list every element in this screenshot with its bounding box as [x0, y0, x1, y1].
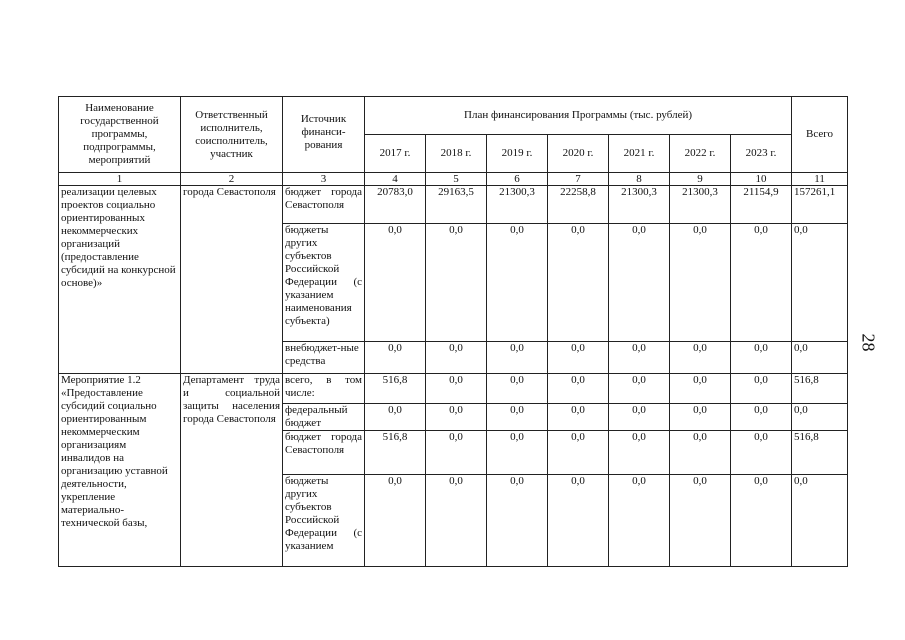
year-value: 0,0 [487, 374, 548, 404]
year-value: 0,0 [487, 224, 548, 342]
header-plan: План финансирования Программы (тыс. рублей) [365, 97, 792, 135]
year-value: 20783,0 [365, 186, 426, 224]
year-value: 0,0 [609, 342, 670, 374]
year-value: 0,0 [609, 431, 670, 475]
column-index: 4 [365, 173, 426, 186]
total-value: 0,0 [792, 342, 848, 374]
column-index: 11 [792, 173, 848, 186]
year-value: 516,8 [365, 431, 426, 475]
year-value: 516,8 [365, 374, 426, 404]
year-value: 0,0 [487, 431, 548, 475]
year-value: 0,0 [670, 475, 731, 567]
activity-name: Мероприятие 1.2 «Предоставление субсидий социально ориентированным некоммерческим организациям инвалидов на организацию уставной деятельности, укрепление материально-технической базы, [59, 374, 181, 567]
header-year: 2022 г. [670, 135, 731, 173]
year-value: 29163,5 [426, 186, 487, 224]
column-index: 10 [731, 173, 792, 186]
total-value: 516,8 [792, 374, 848, 404]
financing-table [58, 96, 848, 567]
header-year: 2020 г. [548, 135, 609, 173]
header-year: 2019 г. [487, 135, 548, 173]
responsible-executor: Департамент труда и социальной защиты населения города Севастополя [181, 374, 283, 567]
header-source: Источник финанси-рования [283, 97, 365, 173]
total-value: 157261,1 [792, 186, 848, 224]
year-value: 0,0 [548, 374, 609, 404]
year-value: 0,0 [487, 404, 548, 431]
total-value: 0,0 [792, 475, 848, 567]
year-value: 0,0 [609, 224, 670, 342]
year-value: 0,0 [548, 224, 609, 342]
year-value: 0,0 [487, 475, 548, 567]
header-year: 2021 г. [609, 135, 670, 173]
year-value: 22258,8 [548, 186, 609, 224]
header-name: Наименование государственной программы, подпрограммы, мероприятий [59, 97, 181, 173]
year-value: 0,0 [426, 404, 487, 431]
year-value: 0,0 [731, 431, 792, 475]
year-value: 0,0 [426, 374, 487, 404]
year-value: 0,0 [548, 404, 609, 431]
year-value: 0,0 [365, 475, 426, 567]
table-row [59, 186, 848, 224]
funding-source: бюджет города Севастополя [283, 186, 365, 224]
year-value: 0,0 [426, 224, 487, 342]
year-value: 21300,3 [487, 186, 548, 224]
year-value: 0,0 [731, 374, 792, 404]
column-index: 7 [548, 173, 609, 186]
year-value: 0,0 [731, 475, 792, 567]
year-value: 0,0 [670, 431, 731, 475]
year-value: 0,0 [609, 374, 670, 404]
year-value: 0,0 [487, 342, 548, 374]
column-index: 2 [181, 173, 283, 186]
year-value: 0,0 [670, 224, 731, 342]
year-value: 21300,3 [609, 186, 670, 224]
header-year: 2018 г. [426, 135, 487, 173]
year-value: 21300,3 [670, 186, 731, 224]
funding-source: бюджеты других субъектов Российской Федерации (с указанием [283, 475, 365, 567]
year-value: 21154,9 [731, 186, 792, 224]
column-index: 9 [670, 173, 731, 186]
year-value: 0,0 [670, 404, 731, 431]
page-number: 28 [858, 333, 879, 352]
year-value: 0,0 [426, 431, 487, 475]
total-value: 516,8 [792, 431, 848, 475]
funding-source: бюджет города Севастополя [283, 431, 365, 475]
header-total: Всего [792, 97, 848, 173]
table-row [59, 374, 848, 404]
column-index: 8 [609, 173, 670, 186]
year-value: 0,0 [365, 224, 426, 342]
year-value: 0,0 [548, 342, 609, 374]
funding-source: федеральный бюджет [283, 404, 365, 431]
activity-name: реализации целевых проектов социально ориентированных некоммерческих организаций (предоставление субсидий на конкурсной основе)» [59, 186, 181, 374]
total-value: 0,0 [792, 224, 848, 342]
responsible-executor: города Севастополя [181, 186, 283, 374]
header-year: 2017 г. [365, 135, 426, 173]
year-value: 0,0 [731, 404, 792, 431]
funding-source: всего, в том числе: [283, 374, 365, 404]
year-value: 0,0 [670, 374, 731, 404]
year-value: 0,0 [548, 475, 609, 567]
year-value: 0,0 [609, 404, 670, 431]
year-value: 0,0 [426, 342, 487, 374]
year-value: 0,0 [731, 224, 792, 342]
year-value: 0,0 [365, 342, 426, 374]
column-index: 1 [59, 173, 181, 186]
column-index: 6 [487, 173, 548, 186]
total-value: 0,0 [792, 404, 848, 431]
year-value: 0,0 [670, 342, 731, 374]
header-responsible: Ответственный исполнитель, соисполнитель, участник [181, 97, 283, 173]
funding-source: внебюджет-ные средства [283, 342, 365, 374]
year-value: 0,0 [426, 475, 487, 567]
year-value: 0,0 [365, 404, 426, 431]
year-value: 0,0 [609, 475, 670, 567]
year-value: 0,0 [548, 431, 609, 475]
column-index: 5 [426, 173, 487, 186]
funding-source: бюджеты других субъектов Российской Федерации (с указанием наименования субъекта) [283, 224, 365, 342]
header-year: 2023 г. [731, 135, 792, 173]
year-value: 0,0 [731, 342, 792, 374]
column-index: 3 [283, 173, 365, 186]
